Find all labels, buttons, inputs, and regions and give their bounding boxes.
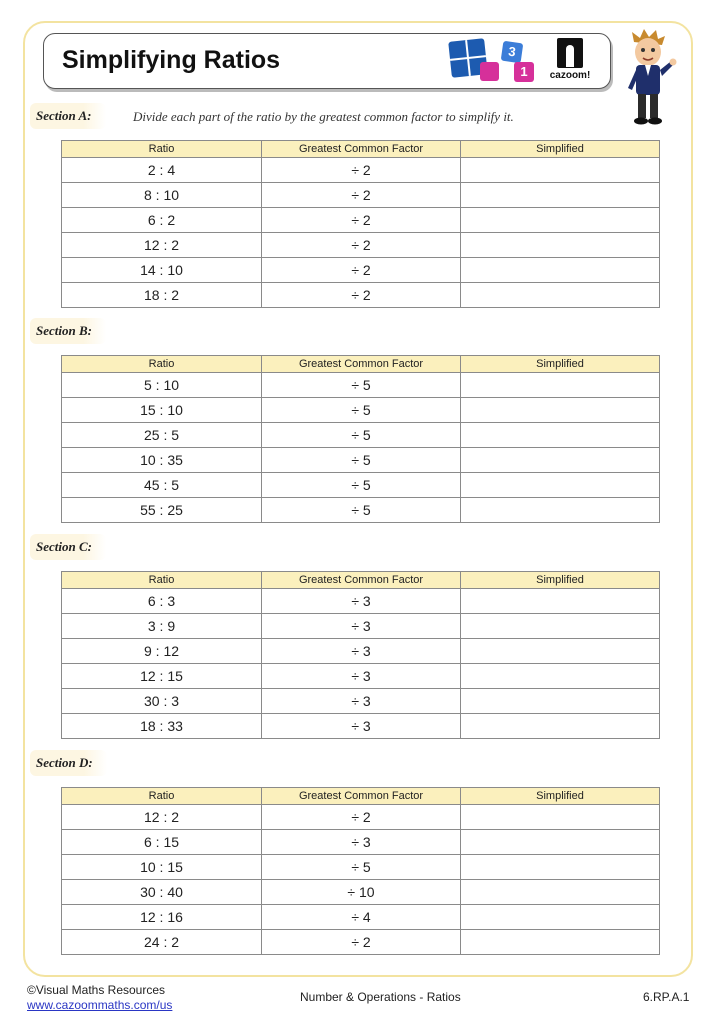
- pink-tile-icon: [480, 62, 499, 81]
- table-row: [62, 398, 660, 423]
- gcf-cell: ÷ 5: [262, 473, 461, 498]
- simplified-answer-cell[interactable]: [461, 639, 660, 664]
- gcf-cell: ÷ 5: [262, 373, 461, 398]
- simplified-answer-cell[interactable]: [461, 614, 660, 639]
- gcf-cell: ÷ 3: [262, 589, 461, 614]
- gcf-cell: ÷ 2: [262, 233, 461, 258]
- gcf-cell: ÷ 3: [262, 689, 461, 714]
- ratio-cell: 2 : 4: [62, 158, 262, 183]
- simplified-answer-cell[interactable]: [461, 398, 660, 423]
- brand-logo: [545, 38, 595, 86]
- simplified-answer-cell[interactable]: [461, 498, 660, 523]
- gcf-cell: ÷ 5: [262, 855, 461, 880]
- ratio-cell: 25 : 5: [62, 423, 262, 448]
- ratio-cell: 12 : 16: [62, 905, 262, 930]
- column-header-gcf: Greatest Common Factor: [262, 572, 461, 589]
- simplified-answer-cell[interactable]: [461, 855, 660, 880]
- ratio-cell: 12 : 2: [62, 805, 262, 830]
- table-row: [62, 589, 660, 614]
- gcf-cell: ÷ 2: [262, 930, 461, 955]
- simplified-answer-cell[interactable]: [461, 473, 660, 498]
- table-row: [62, 498, 660, 523]
- gcf-cell: ÷ 3: [262, 664, 461, 689]
- gcf-cell: ÷ 2: [262, 158, 461, 183]
- brand-name: cazoom!: [549, 70, 591, 81]
- simplified-answer-cell[interactable]: [461, 664, 660, 689]
- gcf-cell: ÷ 2: [262, 208, 461, 233]
- table-row: [62, 830, 660, 855]
- ratio-cell: 9 : 12: [62, 639, 262, 664]
- gcf-cell: ÷ 2: [262, 805, 461, 830]
- gcf-cell: ÷ 5: [262, 398, 461, 423]
- tile-one: 1: [514, 62, 534, 82]
- table-row: [62, 714, 660, 739]
- ratio-cell: 3 : 9: [62, 614, 262, 639]
- table-row: [62, 664, 660, 689]
- ratio-cell: 12 : 15: [62, 664, 262, 689]
- table-row: [62, 448, 660, 473]
- simplified-answer-cell[interactable]: [461, 158, 660, 183]
- simplified-answer-cell[interactable]: [461, 448, 660, 473]
- simplified-answer-cell[interactable]: [461, 830, 660, 855]
- column-header-simplified: Simplified: [461, 572, 660, 589]
- simplified-answer-cell[interactable]: [461, 880, 660, 905]
- column-header-ratio: Ratio: [62, 572, 262, 589]
- section-c-table: [61, 571, 660, 739]
- table-row: [62, 473, 660, 498]
- footer-standard-code: 6.RP.A.1: [643, 990, 690, 1004]
- section-a-table: [61, 140, 660, 308]
- footer-copyright: ©Visual Maths Resources: [27, 983, 166, 997]
- gcf-cell: ÷ 2: [262, 183, 461, 208]
- table-row: [62, 930, 660, 955]
- section-a-label: Section A:: [30, 103, 106, 129]
- table-row: [62, 183, 660, 208]
- table-row: [62, 880, 660, 905]
- simplified-answer-cell[interactable]: [461, 258, 660, 283]
- table-row: [62, 158, 660, 183]
- ratio-cell: 45 : 5: [62, 473, 262, 498]
- ratio-cell: 24 : 2: [62, 930, 262, 955]
- column-header-ratio: Ratio: [62, 788, 262, 805]
- column-header-simplified: Simplified: [461, 788, 660, 805]
- ratio-cell: 18 : 33: [62, 714, 262, 739]
- simplified-answer-cell[interactable]: [461, 905, 660, 930]
- ratio-cell: 14 : 10: [62, 258, 262, 283]
- gcf-cell: ÷ 2: [262, 258, 461, 283]
- gcf-cell: ÷ 3: [262, 714, 461, 739]
- column-header-simplified: Simplified: [461, 141, 660, 158]
- simplified-answer-cell[interactable]: [461, 373, 660, 398]
- simplified-answer-cell[interactable]: [461, 589, 660, 614]
- footer-website-link[interactable]: www.cazoommaths.com/us: [27, 998, 173, 1012]
- column-header-gcf: Greatest Common Factor: [262, 788, 461, 805]
- ratio-cell: 18 : 2: [62, 283, 262, 308]
- ratio-cell: 55 : 25: [62, 498, 262, 523]
- table-row: [62, 639, 660, 664]
- ratio-cell: 6 : 2: [62, 208, 262, 233]
- table-row: [62, 208, 660, 233]
- column-header-gcf: Greatest Common Factor: [262, 141, 461, 158]
- table-row: [62, 423, 660, 448]
- table-row: [62, 283, 660, 308]
- page-title: Simplifying Ratios: [62, 46, 281, 74]
- column-header-simplified: Simplified: [461, 356, 660, 373]
- gcf-cell: ÷ 10: [262, 880, 461, 905]
- ratio-cell: 30 : 40: [62, 880, 262, 905]
- table-row: [62, 905, 660, 930]
- instruction-text: Divide each part of the ratio by the greatest common factor to simplify it.: [133, 109, 514, 124]
- simplified-answer-cell[interactable]: [461, 283, 660, 308]
- gcf-cell: ÷ 3: [262, 830, 461, 855]
- table-row: [62, 689, 660, 714]
- ratio-cell: 10 : 15: [62, 855, 262, 880]
- ratio-cell: 6 : 15: [62, 830, 262, 855]
- simplified-answer-cell[interactable]: [461, 423, 660, 448]
- section-b-label: Section B:: [30, 318, 106, 344]
- section-d-table: [61, 787, 660, 955]
- table-row: [62, 614, 660, 639]
- ratio-cell: 10 : 35: [62, 448, 262, 473]
- column-header-ratio: Ratio: [62, 141, 262, 158]
- section-c-label: Section C:: [30, 534, 106, 560]
- gcf-cell: ÷ 3: [262, 639, 461, 664]
- simplified-answer-cell[interactable]: [461, 714, 660, 739]
- simplified-answer-cell[interactable]: [461, 183, 660, 208]
- gcf-cell: ÷ 5: [262, 423, 461, 448]
- ratio-cell: 15 : 10: [62, 398, 262, 423]
- simplified-answer-cell[interactable]: [461, 930, 660, 955]
- table-row: [62, 233, 660, 258]
- ratio-cell: 8 : 10: [62, 183, 262, 208]
- keyhole-icon: [557, 38, 583, 68]
- table-row: [62, 373, 660, 398]
- gcf-cell: ÷ 3: [262, 614, 461, 639]
- gcf-cell: ÷ 5: [262, 498, 461, 523]
- gcf-cell: ÷ 2: [262, 283, 461, 308]
- simplified-answer-cell[interactable]: [461, 805, 660, 830]
- ratio-cell: 12 : 2: [62, 233, 262, 258]
- mascot-boy-icon: [618, 28, 678, 128]
- number-tiles-logo: [450, 40, 540, 84]
- footer-topic: Number & Operations - Ratios: [300, 990, 461, 1004]
- table-row: [62, 855, 660, 880]
- column-header-ratio: Ratio: [62, 356, 262, 373]
- section-b-table: [61, 355, 660, 523]
- footer-credits: [27, 983, 172, 1013]
- simplified-answer-cell[interactable]: [461, 208, 660, 233]
- gcf-cell: ÷ 4: [262, 905, 461, 930]
- simplified-answer-cell[interactable]: [461, 233, 660, 258]
- simplified-answer-cell[interactable]: [461, 689, 660, 714]
- gcf-cell: ÷ 5: [262, 448, 461, 473]
- ratio-cell: 30 : 3: [62, 689, 262, 714]
- section-d-label: Section D:: [30, 750, 107, 776]
- tile-three: 3: [501, 41, 524, 64]
- ratio-cell: 5 : 10: [62, 373, 262, 398]
- column-header-gcf: Greatest Common Factor: [262, 356, 461, 373]
- table-row: [62, 258, 660, 283]
- ratio-cell: 6 : 3: [62, 589, 262, 614]
- table-row: [62, 805, 660, 830]
